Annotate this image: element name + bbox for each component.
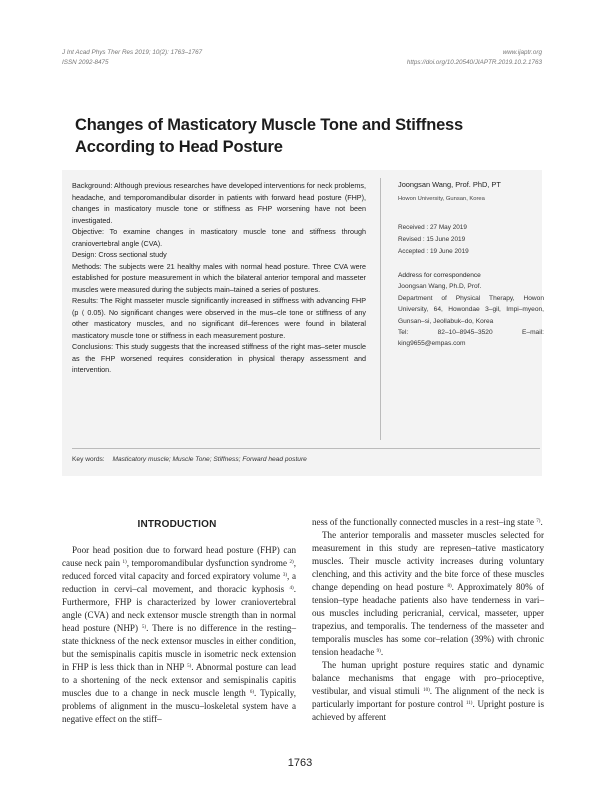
- body-column-left: [62, 544, 296, 726]
- citation-ref: 5): [187, 664, 192, 669]
- page-number: 1763: [287, 757, 313, 769]
- intro-paragraph-3: [312, 659, 544, 724]
- issn: ISSN 2092-8475: [62, 59, 109, 66]
- body-text: Poor head position due to forward head posture (FHP) can cause neck pain: [62, 545, 296, 568]
- journal-header-right: [407, 48, 542, 68]
- email-address[interactable]: king9655@empas.com: [398, 340, 466, 348]
- body-text: . There is no difference in the resting–state thickness of the neck extensor muscles in either condition, but the semispinalis capitis muscle in isometric neck extension in FHP is less thick than in NHP: [62, 623, 296, 672]
- citation-ref: 3): [282, 573, 287, 578]
- citation-ref: 2): [289, 560, 294, 565]
- abstract-methods: Methods: The subjects were 21 healthy males with normal head posture. Three CVA were established for posture measurement in which the bilateral anterior temporal and masseter muscles were measured during the subjects main–tained a series of postures.: [72, 261, 366, 294]
- abstract: [72, 180, 366, 376]
- keywords: [72, 455, 307, 465]
- body-text: . Upright posture is achieved by afferent: [312, 699, 544, 722]
- citation-ref: 10): [423, 688, 430, 693]
- citation-ref: 6): [249, 690, 255, 695]
- author-affiliation: Howon University, Gunsan, Korea: [398, 196, 485, 202]
- column-divider: [380, 178, 381, 440]
- received-date: Received : 27 May 2019: [398, 224, 467, 231]
- body-text: .: [540, 517, 543, 527]
- correspondence-address: Department of Physical Therapy, Howon University, 64, Howondae 3–gil, Impi–myeon, Gunsan–si, Jeollabuk–do, Korea: [398, 294, 544, 325]
- body-text: . Abnormal posture can lead to a shortening of the neck extensor and semispinalis capitis muscles due to a change in neck muscle length: [62, 662, 296, 698]
- body-text: . Approximately 80% of tension–type headache patients also have tenderness in vari–ous muscles including pericranial, cervical, masseter, upper trapezius, and temporalis. The tenderness of the masseter and temporalis muscles has some cor–relation (39%) with chronic tension headache: [312, 582, 544, 657]
- citation-ref: 1): [122, 560, 127, 565]
- abstract-conclusions: Conclusions: This study suggests that the increased stiffness of the right mas–seter muscle as the FHP worsened requires consideration in physical therapy assessment and intervention.: [72, 342, 366, 374]
- intro-paragraph-1: [62, 544, 296, 726]
- abstract-objective: Objective: To examine changes in masticatory muscle tone and stiffness through craniovertebral angle (CVA).: [72, 227, 366, 248]
- accepted-date: Accepted : 19 June 2019: [398, 248, 469, 255]
- revised-date: Revised : 15 June 2019: [398, 236, 466, 243]
- journal-header-left: [62, 48, 202, 68]
- body-text: . Typically, problems of alignment in the muscu–loskeletal system have a negative effect on the stiff–: [62, 688, 296, 724]
- section-heading-introduction: INTRODUCTION: [137, 519, 217, 530]
- body-text: , reduced forced vital capacity and forced expiratory volume: [62, 558, 296, 581]
- correspondence-title: Address for correspondence: [398, 272, 481, 279]
- keywords-list: Masticatory muscle; Muscle Tone; Stiffness; Forward head posture: [112, 456, 307, 463]
- email-label: E–mail:: [522, 329, 544, 337]
- body-text: ness of the functionally connected muscles in a rest–ing state: [312, 517, 534, 527]
- correspondence-name: Joongsan Wang, Ph.D, Prof.: [398, 283, 482, 291]
- body-text: . Furthermore, FHP is characterized by lower craniovertebral angle (CVA) and neck extensor muscle strength than in normal head posture (NHP): [62, 584, 296, 633]
- abstract-background: Background: Although previous researches have developed interventions for neck problems, headache, and temporomandibular disorder in patients with forward head posture (FHP), changes in masticatory muscle tone or stiffness as FHP worsening have not been investigated.: [72, 181, 366, 225]
- body-text: .: [380, 647, 384, 657]
- body-text: The human upright posture requires static and dynamic balance mechanisms that engage with pro–prioceptive, vestibular, and visual stimuli: [312, 660, 544, 696]
- article-title: Changes of Masticatory Muscle Tone and Stiffness According to Head Posture: [75, 116, 464, 156]
- tel-number: 82–10–8945–3520: [437, 329, 493, 337]
- journal-website-link[interactable]: www.ijaptr.org: [502, 49, 542, 56]
- intro-paragraph-continued: [312, 516, 544, 529]
- body-text: . The alignment of the neck is particularly important for posture control: [312, 686, 544, 709]
- tel-label: Tel:: [398, 329, 409, 337]
- citation-ref: 11): [465, 701, 473, 706]
- abstract-results: Results: The Right masseter muscle significantly increased in stiffness with advancing FHP (p ⟨ 0.05). No significant changes were observed in the mus–cle tone or stiffness of any other masticatory muscles, and no significant dif–ferences were found in bilateral masticatory muscle tone or stiffness in each measurement posture.: [72, 296, 366, 340]
- author-name: Joongsan Wang, Prof. PhD, PT: [398, 180, 501, 189]
- keywords-label: Key words:: [72, 456, 105, 463]
- citation-ref: 8): [447, 584, 452, 589]
- citation-ref: 4): [289, 586, 294, 591]
- body-text: , a reduction in cervi–cal movement, and thoracic kyphosis: [62, 571, 296, 594]
- intro-paragraph-2: [312, 529, 544, 659]
- correspondence-block: [398, 270, 544, 350]
- body-text: , temporomandibular dysfunction syndrome: [126, 558, 288, 568]
- citation-ref: 7): [536, 519, 541, 524]
- article-dates: [398, 222, 469, 258]
- citation-ref: 5): [141, 625, 147, 630]
- keywords-divider: [72, 448, 540, 449]
- abstract-design: Design: Cross sectional study: [72, 250, 167, 259]
- journal-citation: J Int Acad Phys Ther Res 2019; 10(2): 1763–1767: [62, 49, 203, 56]
- correspondence-contact: [398, 327, 544, 338]
- body-text: The anterior temporalis and masseter muscles selected for measurement in this study are represen–tative masticatory muscles. Their muscle activity increases during voluntary clenching, and this activity and the bite force of these muscles change depending on head posture: [312, 530, 544, 592]
- author-block: [398, 180, 546, 204]
- doi-link[interactable]: https://doi.org/10.20540/JIAPTR.2019.10.2.1763: [406, 59, 542, 66]
- citation-ref: 9): [376, 649, 381, 654]
- body-column-right: [312, 516, 544, 724]
